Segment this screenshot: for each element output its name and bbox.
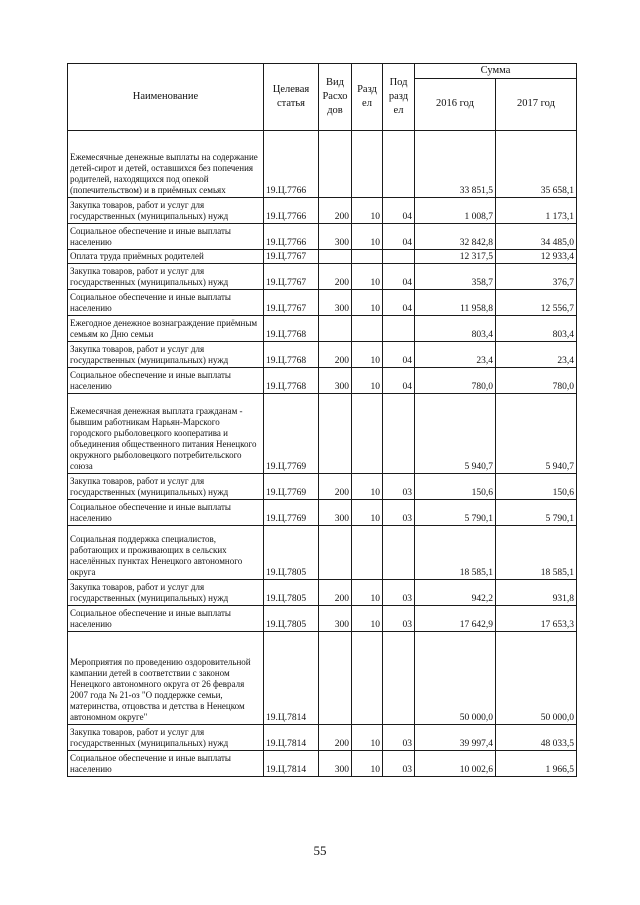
cell-sum-2016: 10 002,6 (415, 750, 496, 776)
header-sum: Сумма (415, 64, 577, 79)
cell-sum-2016: 5 940,7 (415, 393, 496, 473)
cell-name: Социальное обеспечение и иные выплаты населению (68, 750, 264, 776)
cell-section (352, 249, 383, 263)
cell-name: Закупка товаров, работ и услуг для государственных (муниципальных) нужд (68, 579, 264, 605)
cell-section (352, 130, 383, 197)
cell-subsection: 04 (383, 367, 415, 393)
cell-target-article: 19.Ц.7814 (264, 750, 319, 776)
cell-name: Закупка товаров, работ и услуг для государственных (муниципальных) нужд (68, 473, 264, 499)
table-row (68, 605, 577, 631)
cell-subsection (383, 249, 415, 263)
cell-name: Ежемесячная денежная выплата гражданам - бывшим работникам Нарьян-Марского городского рыболовецкого кооператива и объединения общественного питания Ненецкого окружного рыболовецкого потребительского союза (68, 393, 264, 473)
cell-sum-2016: 803,4 (415, 315, 496, 341)
cell-sum-2016: 32 842,8 (415, 223, 496, 249)
cell-subsection: 03 (383, 579, 415, 605)
cell-sum-2016: 5 790,1 (415, 499, 496, 525)
cell-sum-2017: 376,7 (496, 263, 577, 289)
table-row (68, 223, 577, 249)
cell-expense-type: 200 (319, 473, 352, 499)
cell-name: Ежегодное денежное вознаграждение приёмным семьям ко Дню семьи (68, 315, 264, 341)
cell-name: Социальное обеспечение и иные выплаты населению (68, 499, 264, 525)
cell-sum-2017: 5 940,7 (496, 393, 577, 473)
budget-table (67, 63, 577, 777)
cell-name: Социальное обеспечение и иные выплаты населению (68, 223, 264, 249)
table-row (68, 631, 577, 724)
cell-sum-2017: 12 933,4 (496, 249, 577, 263)
cell-sum-2017: 48 033,5 (496, 724, 577, 750)
cell-expense-type: 200 (319, 263, 352, 289)
cell-section: 10 (352, 197, 383, 223)
cell-section: 10 (352, 341, 383, 367)
cell-sum-2016: 50 000,0 (415, 631, 496, 724)
cell-sum-2017: 50 000,0 (496, 631, 577, 724)
cell-sum-2017: 1 966,5 (496, 750, 577, 776)
table-row (68, 263, 577, 289)
cell-name: Социальное обеспечение и иные выплаты населению (68, 289, 264, 315)
table-row (68, 197, 577, 223)
cell-sum-2017: 931,8 (496, 579, 577, 605)
table-row (68, 499, 577, 525)
table-row (68, 367, 577, 393)
page-number: 55 (313, 843, 327, 858)
cell-name: Ежемесячные денежные выплаты на содержание детей-сирот и детей, оставшихся без попечения родителей, находящихся под опекой (попечительством) и в приёмных семьях (68, 130, 264, 197)
table-row (68, 393, 577, 473)
cell-sum-2017: 150,6 (496, 473, 577, 499)
cell-expense-type: 200 (319, 341, 352, 367)
cell-sum-2017: 1 173,1 (496, 197, 577, 223)
cell-target-article: 19.Ц.7767 (264, 249, 319, 263)
cell-section (352, 631, 383, 724)
cell-subsection: 04 (383, 263, 415, 289)
table-row (68, 130, 577, 197)
cell-name: Социальное обеспечение и иные выплаты населению (68, 367, 264, 393)
cell-sum-2016: 18 585,1 (415, 525, 496, 579)
cell-target-article: 19.Ц.7768 (264, 367, 319, 393)
cell-section: 10 (352, 263, 383, 289)
cell-expense-type: 300 (319, 499, 352, 525)
cell-sum-2016: 1 008,7 (415, 197, 496, 223)
cell-subsection: 04 (383, 341, 415, 367)
cell-sum-2017: 18 585,1 (496, 525, 577, 579)
cell-sum-2016: 23,4 (415, 341, 496, 367)
header-target-article: Целевая статья (264, 64, 319, 131)
cell-sum-2017: 803,4 (496, 315, 577, 341)
cell-sum-2017: 780,0 (496, 367, 577, 393)
cell-sum-2017: 35 658,1 (496, 130, 577, 197)
cell-section (352, 393, 383, 473)
cell-subsection (383, 315, 415, 341)
cell-subsection: 04 (383, 197, 415, 223)
cell-sum-2016: 942,2 (415, 579, 496, 605)
cell-name: Закупка товаров, работ и услуг для государственных (муниципальных) нужд (68, 724, 264, 750)
cell-expense-type: 200 (319, 197, 352, 223)
cell-sum-2017: 34 485,0 (496, 223, 577, 249)
cell-subsection (383, 525, 415, 579)
cell-subsection: 04 (383, 223, 415, 249)
cell-subsection (383, 631, 415, 724)
cell-target-article: 19.Ц.7768 (264, 315, 319, 341)
cell-target-article: 19.Ц.7766 (264, 223, 319, 249)
table-row (68, 473, 577, 499)
cell-sum-2016: 39 997,4 (415, 724, 496, 750)
cell-target-article: 19.Ц.7768 (264, 341, 319, 367)
table-row (68, 249, 577, 263)
table-row (68, 724, 577, 750)
cell-subsection: 04 (383, 289, 415, 315)
header-expense-type: Вид Расхо дов (319, 64, 352, 131)
cell-target-article: 19.Ц.7767 (264, 263, 319, 289)
cell-expense-type (319, 393, 352, 473)
cell-sum-2017: 17 653,3 (496, 605, 577, 631)
table-row (68, 750, 577, 776)
cell-sum-2016: 33 851,5 (415, 130, 496, 197)
cell-subsection: 03 (383, 724, 415, 750)
cell-sum-2016: 11 958,8 (415, 289, 496, 315)
cell-section: 10 (352, 367, 383, 393)
cell-name: Мероприятия по проведению оздоровительной кампании детей в соответствии с законом Ненецкого автономного округа от 26 февраля 2007 года № 21-оз "О поддержке семьи, материнства, отцовства и детства в Ненецком автономном округе" (68, 631, 264, 724)
cell-expense-type: 200 (319, 579, 352, 605)
cell-section: 10 (352, 473, 383, 499)
cell-subsection: 03 (383, 750, 415, 776)
header-year-2016: 2016 год (415, 78, 496, 130)
cell-target-article: 19.Ц.7766 (264, 197, 319, 223)
cell-target-article: 19.Ц.7805 (264, 525, 319, 579)
table-row (68, 315, 577, 341)
cell-target-article: 19.Ц.7814 (264, 631, 319, 724)
cell-name: Социальное обеспечение и иные выплаты населению (68, 605, 264, 631)
cell-section (352, 315, 383, 341)
cell-target-article: 19.Ц.7805 (264, 605, 319, 631)
cell-sum-2017: 23,4 (496, 341, 577, 367)
cell-name: Закупка товаров, работ и услуг для государственных (муниципальных) нужд (68, 263, 264, 289)
cell-target-article: 19.Ц.7814 (264, 724, 319, 750)
cell-section: 10 (352, 750, 383, 776)
cell-name: Оплата труда приёмных родителей (68, 249, 264, 263)
cell-expense-type: 200 (319, 724, 352, 750)
cell-target-article: 19.Ц.7769 (264, 393, 319, 473)
cell-section: 10 (352, 499, 383, 525)
header-subsection: Под разд ел (383, 64, 415, 131)
cell-name: Закупка товаров, работ и услуг для государственных (муниципальных) нужд (68, 341, 264, 367)
cell-expense-type (319, 631, 352, 724)
cell-expense-type: 300 (319, 750, 352, 776)
cell-sum-2017: 5 790,1 (496, 499, 577, 525)
cell-target-article: 19.Ц.7767 (264, 289, 319, 315)
cell-section: 10 (352, 223, 383, 249)
cell-name: Закупка товаров, работ и услуг для государственных (муниципальных) нужд (68, 197, 264, 223)
cell-subsection: 03 (383, 499, 415, 525)
cell-expense-type (319, 249, 352, 263)
cell-subsection: 03 (383, 473, 415, 499)
cell-target-article: 19.Ц.7769 (264, 473, 319, 499)
table-row (68, 525, 577, 579)
cell-section: 10 (352, 289, 383, 315)
cell-sum-2016: 17 642,9 (415, 605, 496, 631)
cell-expense-type: 300 (319, 367, 352, 393)
cell-subsection: 03 (383, 605, 415, 631)
table-row (68, 289, 577, 315)
cell-subsection (383, 130, 415, 197)
cell-expense-type (319, 525, 352, 579)
cell-sum-2016: 150,6 (415, 473, 496, 499)
cell-name: Социальная поддержка специалистов, работающих и проживающих в сельских населённых пунктах Ненецкого автономного округа (68, 525, 264, 579)
header-year-2017: 2017 год (496, 78, 577, 130)
cell-expense-type (319, 130, 352, 197)
cell-section: 10 (352, 724, 383, 750)
cell-subsection (383, 393, 415, 473)
cell-sum-2016: 358,7 (415, 263, 496, 289)
cell-section (352, 525, 383, 579)
table-body (68, 130, 577, 776)
table-row (68, 341, 577, 367)
cell-expense-type: 300 (319, 223, 352, 249)
table-row (68, 579, 577, 605)
cell-section: 10 (352, 605, 383, 631)
cell-target-article: 19.Ц.7805 (264, 579, 319, 605)
cell-target-article: 19.Ц.7769 (264, 499, 319, 525)
cell-expense-type (319, 315, 352, 341)
cell-sum-2016: 12 317,5 (415, 249, 496, 263)
cell-expense-type: 300 (319, 289, 352, 315)
cell-target-article: 19.Ц.7766 (264, 130, 319, 197)
cell-sum-2017: 12 556,7 (496, 289, 577, 315)
cell-expense-type: 300 (319, 605, 352, 631)
cell-section: 10 (352, 579, 383, 605)
header-section: Разд ел (352, 64, 383, 131)
header-name: Наименование (68, 64, 264, 131)
cell-sum-2016: 780,0 (415, 367, 496, 393)
